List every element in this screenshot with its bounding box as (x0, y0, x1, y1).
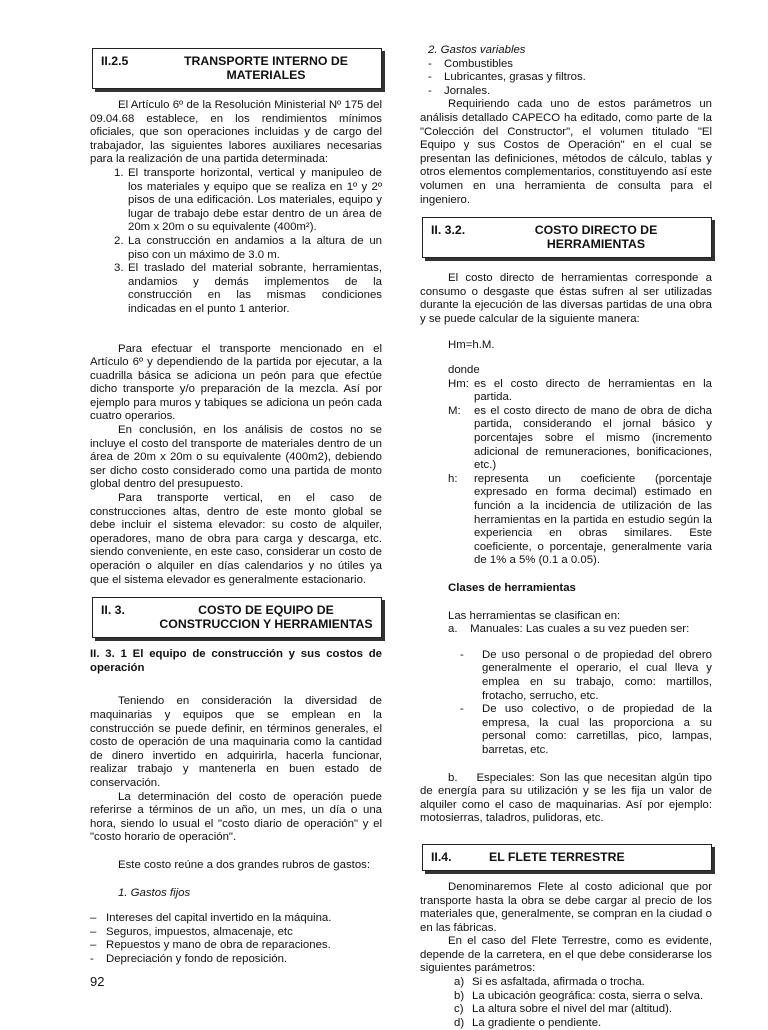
list-item: - De uso personal o de propiedad del obrero generalmente el operario, el cual lleva y emplea en su trabajo, como: martillos, frotacho, serrucho, etc. (460, 648, 712, 702)
list-item: - Lubricantes, grasas y filtros. (428, 71, 586, 84)
right-column (420, 44, 716, 1030)
section-heading-costo-equipo (92, 597, 382, 638)
list-item: – Seguros, impuestos, almacenaje, etc (90, 925, 293, 938)
especiales-item: b. Especiales: Son las que necesitan algún tipo de energía para su utilización y se les fija un valor de alquiler como el caso de maquinarias. Así por ejemplo: motosierras, taladros, pulidoras, etc. (420, 771, 716, 825)
left-column (90, 44, 382, 966)
section-title: COSTO DE EQUIPO DE CONSTRUCCION Y HERRAMIENTAS (159, 603, 373, 632)
section-title: TRANSPORTE INTERNO DE MATERIALES (184, 54, 348, 82)
page-number: 92 (90, 974, 105, 989)
parametros-list (420, 976, 712, 1030)
list-item: a) Si es asfaltada, afirmada o trocha. (454, 976, 645, 989)
section-title: COSTO DIRECTO DE HERRAMIENTAS (534, 223, 658, 252)
list-item: c) La altura sobre el nivel del mar (altitud). (454, 1003, 673, 1016)
paragraph: Denominaremos Flete al costo adicional que por transporte hasta la obra se debe cargar al precio de los materiales que, generalmente, se compran en la ciudad o en las fábricas. (420, 880, 712, 934)
list-item: - De uso colectivo, o de propiedad de la empresa, la cual las proporciona a su personal como: carretillas, pico, lampas, barretas, etc. (460, 703, 712, 756)
paragraph: Este costo reúne a dos grandes rubros de gastos: (118, 858, 371, 871)
paragraph: Para transporte vertical, en el caso de construcciones altas, dentro de este monto global se debe incluir el sistema elevador: su costo de alquiler, operadores, mano de obra para carga y descarga, etc. siendo conveniente, en este caso, considerar un costo de operación o alquiler en días calendarios y no útiles ya que el sistema elevador es generalmente estacionario. (90, 492, 382, 586)
list-item: d) La gradiente o pendiente. (454, 1016, 602, 1029)
paragraph: La determinación del costo de operación puede referirse a términos de un año, un mes, un día o una hora, siendo lo usual el "costo diario de operación" y el "costo horario de operación". (90, 790, 382, 844)
paragraph: En el caso del Flete Terrestre, como es evidente, depende de la carretera, en el que debe considerarse los siguientes parámetros: (420, 935, 712, 975)
list-item: 3. El traslado del material sobrante, herramientas, andamios y demás implementos de la construcción en las mismas condiciones indicadas en el punto 1 anterior. (114, 262, 382, 315)
paragraph: En conclusión, en los análisis de costos no se incluye el costo del transporte de materiales dentro de un área de 20m x 20m o su equivalente (400m2), debiendo ser dicho costo considerado como una partida de monto global dentro del presupuesto. (90, 424, 382, 491)
section-title: EL FLETE TERRESTRE (489, 849, 625, 864)
section-heading-flete (422, 844, 712, 871)
paragraph: El costo directo de herramientas corresponde a consumo o desgaste que éstas sufren al ser utilizadas durante la ejecución de las diversas partidas de una obra y se puede calcular de la siguiente manera: (420, 272, 712, 325)
paragraph: Teniendo en consideración la diversidad de maquinarias y equipos que se emplean en la construcción se puede definir, en términos generales, el costo de operación de una maquinaria como la cantidad de dinero invertido en adquirirla, hacerla funcionar, realizar trabajo y mantenerla en buen estado de conservación. (90, 695, 382, 789)
list-item: - Jornales. (428, 84, 491, 97)
paragraph: Requiriendo cada uno de estos parámetros un análisis detallado CAPECO ha editado, como parte de la "Colección del Constructor", el volumen titulado "El Equipo y sus Costos de Operación" en el cual se presentan las definiciones, métodos de cálculo, tablas y otros elementos complementarios, constituyendo así este volumen en una herramienta de consulta para el ingeniero. (420, 98, 712, 206)
definition-item: Hm: es el costo directo de herramientas en la partida. (448, 377, 712, 404)
list-item: 1. El transporte horizontal, vertical y manipuleo de los materiales y equipo que se realiza en 1º y 2º pisos de una edificación. Los materiales, equipo y lugar de trabajo debe estar dentro de un área de 20m x 20m o su equivalente (400m²). (114, 166, 382, 234)
list-item: - Depreciación y fondo de reposición. (90, 952, 288, 965)
manuales-list (420, 649, 712, 758)
paragraph: Para efectuar el transporte mencionado en el Artículo 6º y dependiendo de la partida por ejecutar, a la cuadrilla básica se adiciona un peón para que efectúe dicho transporte y/o preparación de la mezcla. Así por ejemplo para muros y tabiques se adiciona un peón cada cuatro operarios. (90, 342, 382, 423)
donde-label: donde (448, 364, 480, 377)
list-item: 2. La construcción en andamios a la altura de un piso con un máximo de 3.0 m. (114, 234, 382, 261)
list-item: - Combustibles (428, 57, 514, 70)
gastos-variables-list (420, 58, 712, 99)
numbered-list (90, 167, 382, 317)
paragraph: El Artículo 6º de la Resolución Ministerial Nº 175 del 09.04.68 establece, en los rendimientos mínimos oficiales, que son operaciones incluidas y de cargo del trabajador, las siguientes labores auxiliares necesarias para la realización de una partida determinada: (90, 99, 382, 166)
gastos-fijos-title: 1. Gastos fijos (118, 886, 191, 899)
manuales-item: a. Manuales: Las cuales a su vez pueden ser: (448, 623, 690, 636)
section-number: II. 3. (101, 603, 125, 618)
clases-title: Clases de herramientas (448, 582, 576, 594)
definition-item: M: es el costo directo de mano de obra de dicha partida, considerando el jornal básico y porcentajes sobre el mismo (incremento adicional de remuneraciones, bonificaciones, etc.) (448, 404, 712, 472)
list-item: – Intereses del capital invertido en la máquina. (90, 912, 332, 925)
list-item: b) La ubicación geográfica: costa, sierra o selva. (454, 989, 704, 1002)
definition-item: h: representa un coeficiente (porcentaje expresado en forma decimal) estimado en función a la incidencia de utilización de las herramientas en la partida en estudio según la experiencia en obras similares. Este coeficiente, o porcentaje, generalmente varia de 1% a 5% (0.1 a 0.05). (448, 472, 712, 567)
section-number: II.2.5 (101, 54, 129, 68)
section-number: II.4. (431, 849, 452, 864)
section-heading-herramientas (422, 217, 712, 258)
paragraph: Las herramientas se clasifican en: (448, 609, 621, 622)
gastos-fijos-list (90, 912, 382, 966)
gastos-variables-title: 2. Gastos variables (428, 44, 526, 56)
section-heading-transporte (92, 48, 382, 89)
subsection-title: II. 3. 1 El equipo de construcción y sus costos de operación (90, 648, 382, 674)
definitions-list (420, 378, 712, 568)
section-number: II. 3.2. (431, 223, 466, 238)
formula: Hm=h.M. (448, 338, 495, 351)
list-item: – Repuestos y mano de obra de reparaciones. (90, 939, 331, 952)
